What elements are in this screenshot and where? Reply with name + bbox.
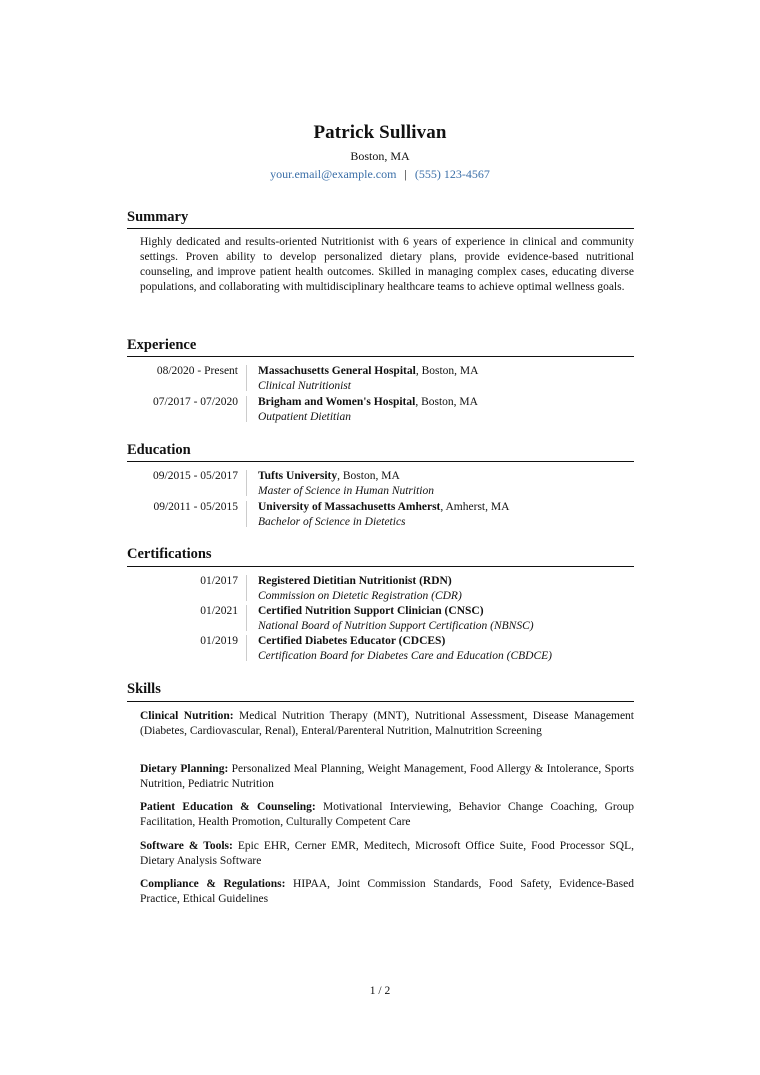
entry-org: Massachusetts General Hospital xyxy=(258,365,416,377)
entry-bar xyxy=(246,605,247,631)
skill-item xyxy=(140,877,634,907)
skill-text: Motivational Interviewing, Behavior Change Coaching, Group Facilitation, Health Promotion, Culturally Competent Care xyxy=(140,801,634,828)
section-title-summary: Summary xyxy=(127,209,189,225)
email-link[interactable]: your.email@example.com xyxy=(270,167,397,181)
entry-bar xyxy=(246,365,247,391)
summary-text: Highly dedicated and results-oriented Nutritionist with 6 years of experience in clinical and community settings. Proven ability to develop personalized dietary plans, provide evidence-based nutritional counseling, and improve patient health outcomes. Skilled in managing complex cases, educating diverse populations, and collaborating with multidisciplinary healthcare teams to achieve optimal wellness goals. xyxy=(140,236,634,293)
skill-label: Patient Education & Counseling: xyxy=(140,801,316,813)
entry-issuer: Certification Board for Diabetes Care and Education (CBDCE) xyxy=(258,650,552,662)
entry-issuer: National Board of Nutrition Support Certification (NBNSC) xyxy=(258,620,534,632)
skill-item xyxy=(140,800,634,830)
contact-line xyxy=(0,167,760,182)
entry-body xyxy=(258,604,634,634)
entry-bar xyxy=(246,470,247,496)
section-title-certifications: Certifications xyxy=(127,546,212,562)
section-title-skills: Skills xyxy=(127,681,161,697)
entry-date: 07/2017 - 07/2020 xyxy=(153,396,238,408)
entry-date: 01/2021 xyxy=(200,605,238,617)
entry-org: Brigham and Women's Hospital xyxy=(258,396,416,408)
candidate-location: Boston, MA xyxy=(350,149,410,163)
section-divider xyxy=(127,356,634,357)
section-divider xyxy=(127,461,634,462)
entry-date: 01/2019 xyxy=(200,635,238,647)
section-title-education: Education xyxy=(127,442,191,458)
entry-org: University of Massachusetts Amherst xyxy=(258,501,441,513)
entry-date: 08/2020 - Present xyxy=(156,365,238,377)
entry-location: , Boston, MA xyxy=(415,365,479,377)
entry-date: 01/2017 xyxy=(200,575,238,587)
entry-location: , Amherst, MA xyxy=(440,501,510,513)
entry-bar xyxy=(246,635,247,661)
entry-body xyxy=(258,469,634,499)
page-number: 1 / 2 xyxy=(369,985,391,997)
entry-location: , Boston, MA xyxy=(415,396,478,408)
entry-location: , Boston, MA xyxy=(337,470,400,482)
entry-body xyxy=(258,395,634,425)
entry-degree: Bachelor of Science in Dietetics xyxy=(258,516,406,528)
skill-item xyxy=(140,709,634,739)
entry-body xyxy=(258,500,634,530)
section-divider xyxy=(127,228,634,229)
entry-issuer: Commission on Dietetic Registration (CDR) xyxy=(258,590,462,602)
entry-role: Clinical Nutritionist xyxy=(258,380,351,392)
phone-link[interactable]: (555) 123-4567 xyxy=(414,167,490,181)
entry-bar xyxy=(246,396,247,422)
section-divider xyxy=(127,701,634,702)
entry-certification: Certified Nutrition Support Clinician (CNSC) xyxy=(258,605,484,617)
skill-text: Epic EHR, Cerner EMR, Meditech, Microsoft Office Suite, Food Processor SQL, Dietary Analysis Software xyxy=(140,840,634,867)
entry-org: Tufts University xyxy=(258,470,338,482)
skill-label: Clinical Nutrition: xyxy=(140,710,234,722)
entry-body xyxy=(258,574,634,604)
entry-body xyxy=(258,634,634,664)
section-divider xyxy=(127,566,634,567)
entry-certification: Registered Dietitian Nutritionist (RDN) xyxy=(258,575,452,587)
entry-role: Outpatient Dietitian xyxy=(258,411,351,423)
entry-date: 09/2015 - 05/2017 xyxy=(153,470,238,482)
skill-text: Medical Nutrition Therapy (MNT), Nutritional Assessment, Disease Management (Diabetes, Cardiovascular, Renal), Enteral/Parenteral Nutrition, Malnutrition Screening xyxy=(140,710,634,737)
entry-certification: Certified Diabetes Educator (CDCES) xyxy=(258,635,446,647)
skill-text: Personalized Meal Planning, Weight Management, Food Allergy & Intolerance, Sports Nutrition, Pediatric Nutrition xyxy=(140,763,634,790)
skill-item xyxy=(140,762,634,792)
skill-label: Software & Tools: xyxy=(140,840,233,852)
skill-text: HIPAA, Joint Commission Standards, Food Safety, Evidence-Based Practice, Ethical Guidelines xyxy=(140,878,634,905)
entry-body xyxy=(258,364,634,394)
contact-separator: | xyxy=(404,167,407,181)
skill-label: Compliance & Regulations: xyxy=(140,878,286,890)
section-title-experience: Experience xyxy=(127,337,197,353)
entry-date: 09/2011 - 05/2015 xyxy=(153,501,238,513)
candidate-name: Patrick Sullivan xyxy=(313,122,447,143)
skill-label: Dietary Planning: xyxy=(140,763,229,775)
skill-item xyxy=(140,839,634,869)
entry-bar xyxy=(246,575,247,601)
entry-bar xyxy=(246,501,247,527)
entry-degree: Master of Science in Human Nutrition xyxy=(258,485,434,497)
